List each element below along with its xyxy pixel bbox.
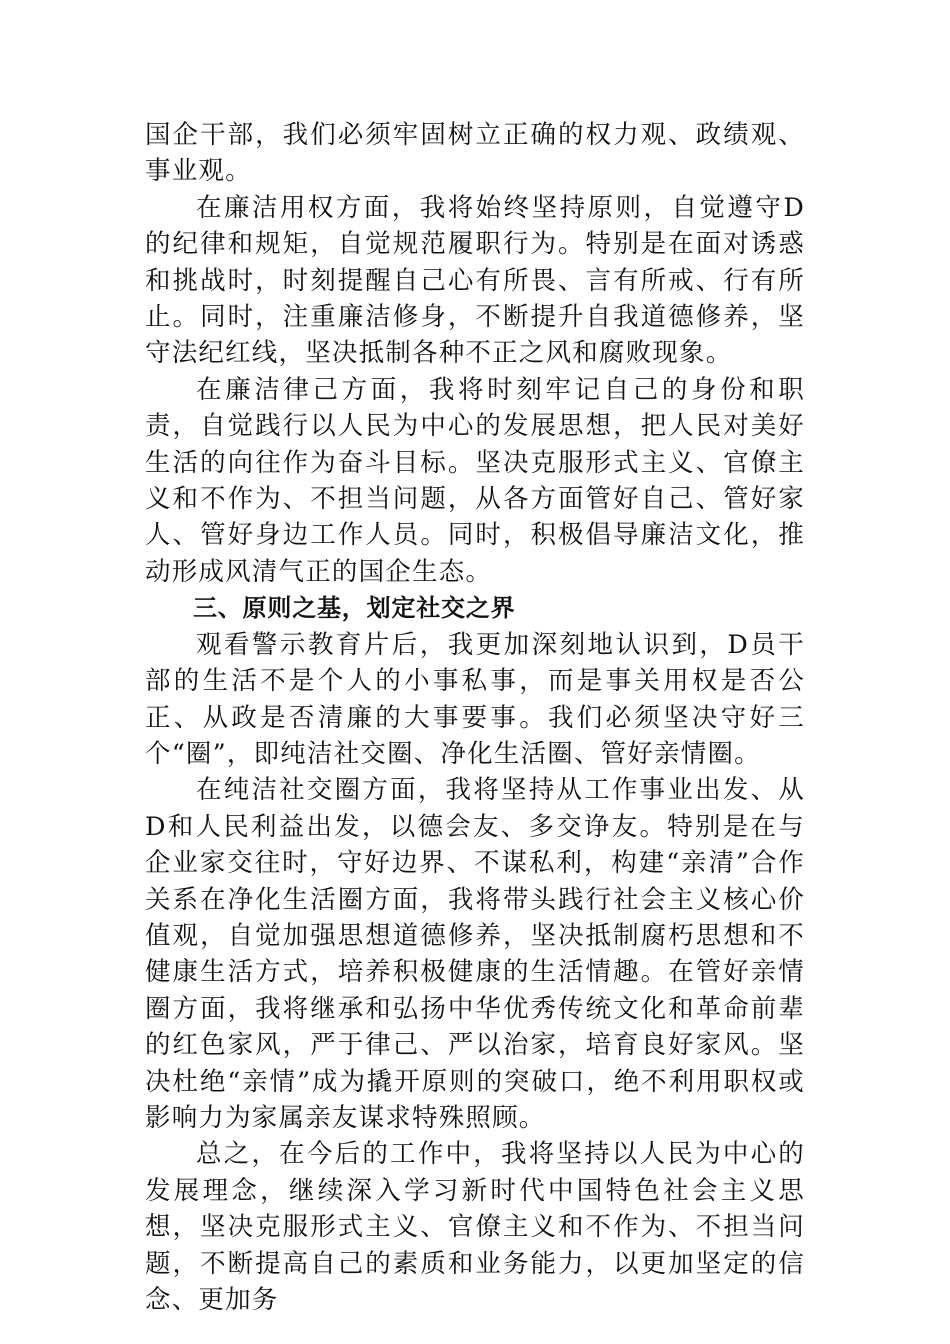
paragraph-clean-power: 在廉洁用权方面，我将始终坚持原则，自觉遵守D的纪律和规矩，自觉规范履职行为。特别是在面对诱惑和挑战时，时刻提醒自己心有所畏、言有所戒、行有所止。同时，注重廉洁修身，不断提升自我道德修养，坚守法纪红线，坚决抵制各种不正之风和腐败现象。 xyxy=(145,192,805,369)
paragraph-warning-education: 观看警示教育片后，我更加深刻地认识到，D员干部的生活不是个人的小事私事，而是事关用权是否公正、从政是否清廉的大事要事。我们必须坚决守好三个“圈”，即纯洁社交圈、净化生活圈、管好亲情圈。 xyxy=(145,629,805,769)
section-heading: 三、原则之基，划定社交之界 xyxy=(193,594,516,623)
paragraph-continuation: 国企干部，我们必须牢固树立正确的权力观、政绩观、事业观。 xyxy=(145,120,805,187)
paragraph-social-circle: 在纯洁社交圈方面，我将坚持从工作事业出发、从D和人民利益出发，以德会友、多交诤友。特别是在与企业家交往时，守好边界、不谋私利，构建“亲清”合作关系在净化生活圈方面，我将带头践行社会主义核心价值观，自觉加强思想道德修养，坚决抵制腐朽思想和不健康生活方式，培养积极健康的生活情趣。在管好亲情圈方面，我将继承和弘扬中华优秀传统文化和革命前辈的红色家风，严于律己、严以治家，培育良好家风。坚决杜绝“亲情”成为撬开原则的突破口，绝不利用职权或影响力为家属亲友谋求特殊照顾。 xyxy=(145,775,805,1133)
paragraph-self-discipline: 在廉洁律己方面，我将时刻牢记自己的身份和职责，自觉践行以人民为中心的发展思想，把人民对美好生活的向往作为奋斗目标。坚决克服形式主义、官僚主义和不作为、不担当问题，从各方面管好自己、管好家人、管好身边工作人员。同时，积极倡导廉洁文化，推动形成风清气正的国企生态。 xyxy=(145,374,805,587)
paragraph-conclusion: 总之，在今后的工作中，我将坚持以人民为中心的发展理念，继续深入学习新时代中国特色社会主义思想，坚决克服形式主义、官僚主义和不作为、不担当问题，不断提高自己的素质和业务能力，以更加坚定的信念、更加务 xyxy=(145,1139,805,1315)
document-page xyxy=(145,117,805,1318)
